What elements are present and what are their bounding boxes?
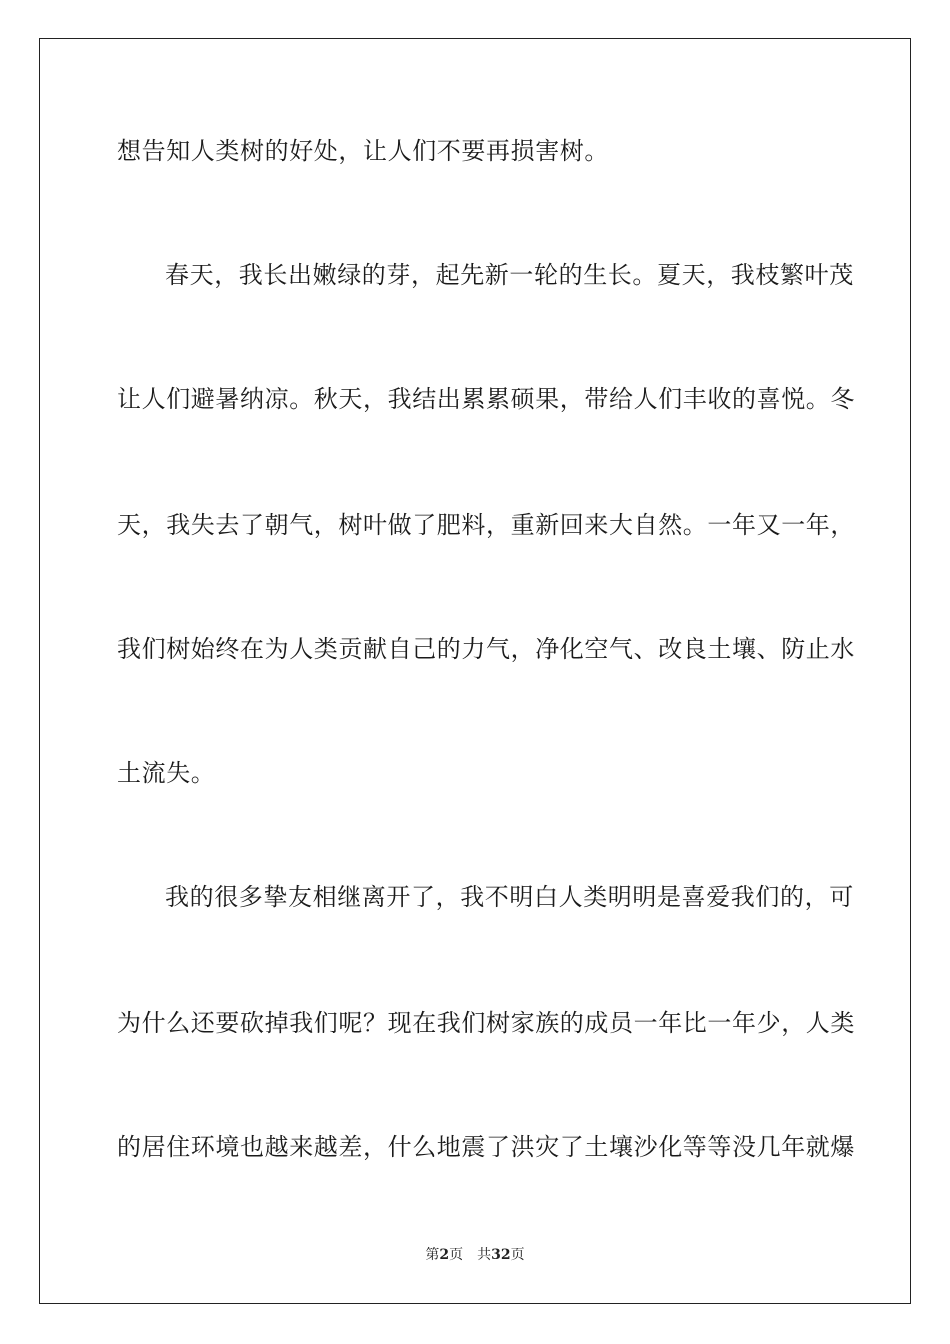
text-line-3: 让人们避暑纳凉。秋天，我结出累累硕果，带给人们丰收的喜悦。冬 — [117, 385, 855, 413]
total-pages: 32 — [491, 1247, 511, 1263]
text-line-5: 我们树始终在为人类贡献自己的力气，净化空气、改良土壤、防止水 — [117, 635, 855, 663]
page-prefix: 第 — [425, 1247, 440, 1263]
page-suffix: 页 — [449, 1247, 464, 1263]
text-line-6: 土流失。 — [117, 759, 216, 787]
total-prefix: 共 — [477, 1247, 492, 1263]
text-line-1: 想告知人类树的好处，让人们不要再损害树。 — [117, 137, 609, 165]
page-number: 2 — [439, 1247, 450, 1263]
text-line-8: 为什么还要砍掉我们呢？现在我们树家族的成员一年比一年少，人类 — [117, 1009, 855, 1037]
text-line-9: 的居住环境也越来越差，什么地震了洪灾了土壤沙化等等没几年就爆 — [117, 1133, 855, 1161]
page-border — [39, 38, 911, 1304]
text-line-4: 天，我失去了朝气，树叶做了肥料，重新回来大自然。一年又一年， — [117, 511, 855, 539]
text-line-7: 我的很多挚友相继离开了，我不明白人类明明是喜爱我们的，可 — [165, 883, 854, 911]
total-suffix: 页 — [510, 1247, 525, 1263]
page-footer — [0, 1246, 950, 1264]
text-line-2: 春天，我长出嫩绿的芽，起先新一轮的生长。夏天，我枝繁叶茂 — [165, 261, 854, 289]
